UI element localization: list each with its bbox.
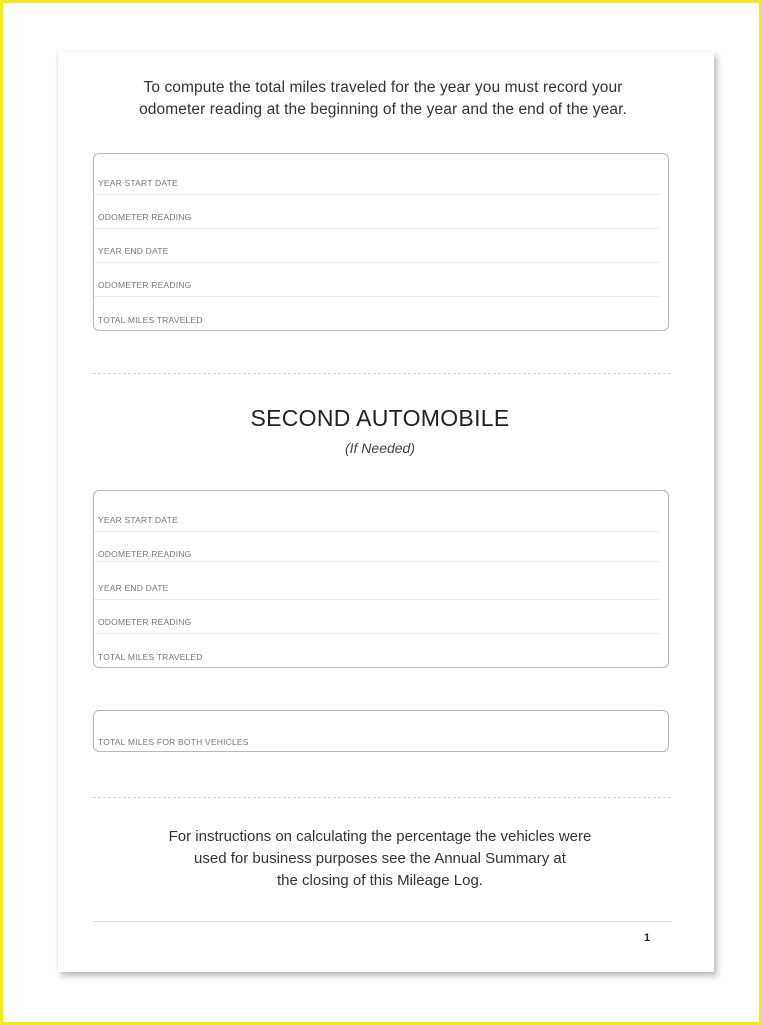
dotted-separator	[93, 373, 671, 374]
field-divider	[94, 531, 660, 532]
section-title: SECOND AUTOMOBILE	[250, 405, 510, 431]
field-divider	[94, 633, 660, 634]
section-subtitle: (If Needed)	[344, 440, 416, 456]
odometer-reading-start-field[interactable]: ODOMETER READING	[98, 212, 192, 222]
year-start-date-field[interactable]: YEAR START DATE	[98, 178, 178, 188]
odometer-reading-start-field[interactable]: ODOMETER READING	[98, 549, 192, 559]
combined-total-box	[93, 710, 669, 752]
second-vehicle-box	[93, 490, 669, 668]
year-end-date-field[interactable]: YEAR END DATE	[98, 246, 169, 256]
footer-line-1: For instructions on calculating the percentage the vehicles were	[168, 828, 592, 845]
footer-line-3: the closing of this Mileage Log.	[277, 872, 483, 889]
total-miles-traveled-field[interactable]: TOTAL MILES TRAVELED	[98, 315, 203, 325]
field-divider	[94, 262, 660, 263]
field-divider	[94, 194, 660, 195]
page-number: 1	[644, 932, 651, 944]
first-vehicle-box	[93, 153, 669, 331]
footer-note	[93, 826, 667, 892]
intro-line-2: odometer reading at the beginning of the year and the end of the year.	[139, 101, 627, 118]
bottom-rule	[93, 921, 671, 922]
intro-text	[93, 77, 673, 121]
intro-line-1: To compute the total miles traveled for the year you must record your	[143, 79, 623, 96]
total-miles-both-vehicles-field[interactable]: TOTAL MILES FOR BOTH VEHICLES	[98, 737, 249, 747]
footer-line-2: used for business purposes see the Annual Summary at	[194, 850, 566, 867]
field-divider	[94, 599, 660, 600]
year-start-date-field[interactable]: YEAR START DATE	[98, 515, 178, 525]
dotted-separator	[93, 797, 671, 798]
odometer-reading-end-field[interactable]: ODOMETER READING	[98, 280, 192, 290]
odometer-reading-end-field[interactable]: ODOMETER READING	[98, 617, 192, 627]
field-divider	[94, 228, 660, 229]
total-miles-traveled-field[interactable]: TOTAL MILES TRAVELED	[98, 652, 203, 662]
field-divider	[94, 296, 660, 297]
field-divider	[94, 561, 660, 562]
year-end-date-field[interactable]: YEAR END DATE	[98, 583, 169, 593]
